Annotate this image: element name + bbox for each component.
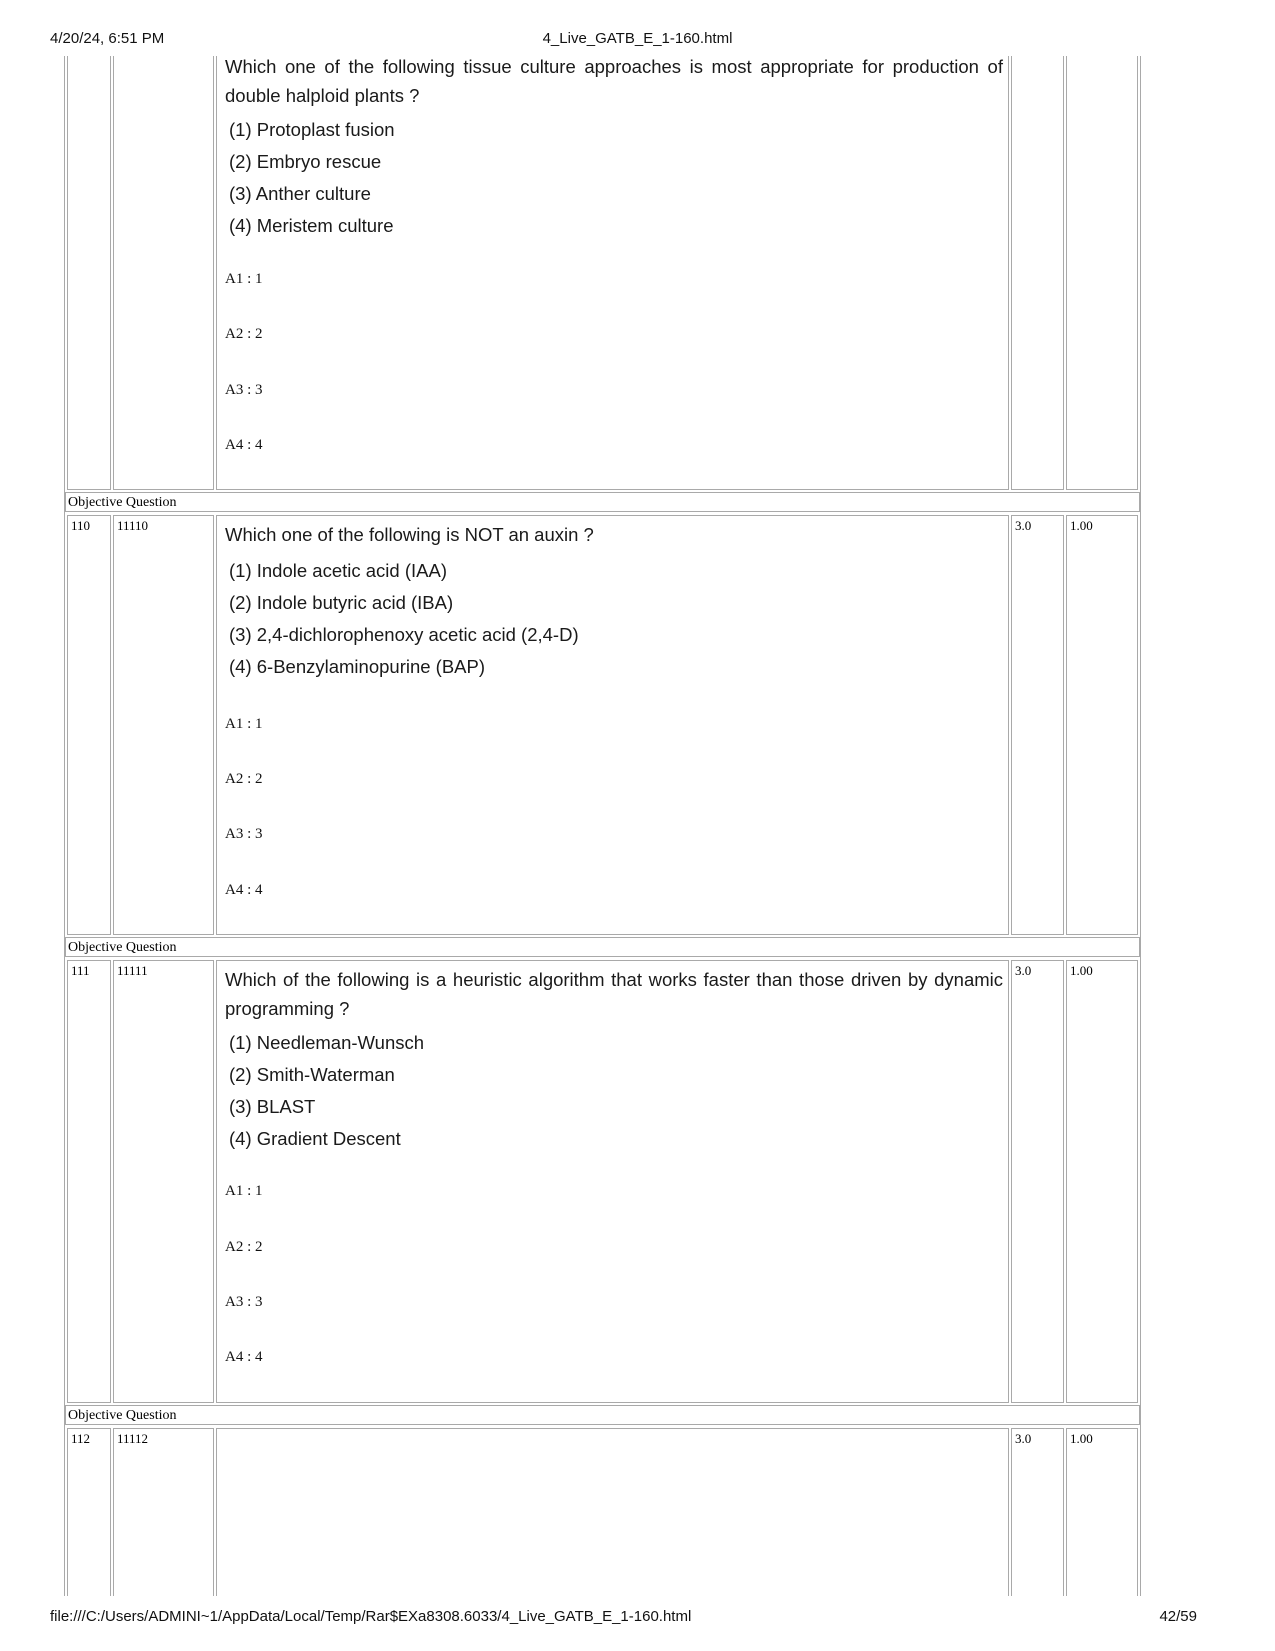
question-text: Which of the following is a heuristic algorithm that works faster than those driven by dynamic programming ?	[225, 969, 1003, 1019]
negative-marks-cell	[1066, 56, 1138, 490]
table-right-border	[1140, 56, 1141, 1596]
question-number-cell	[67, 56, 111, 490]
question-type-label: Objective Question	[65, 492, 1140, 512]
answer-3: A3 : 3	[225, 1294, 263, 1310]
option-1: (1) Indole acetic acid (IAA)	[229, 560, 447, 581]
negative-marks-cell: 1.00	[1066, 515, 1138, 935]
print-datetime: 4/20/24, 6:51 PM	[50, 30, 165, 47]
question-type-label: Objective Question	[65, 937, 1140, 957]
question-body-cell	[216, 1428, 1009, 1596]
option-4: (4) Meristem culture	[229, 215, 394, 236]
print-file-path: file:///C:/Users/ADMINI~1/AppData/Local/Temp/Rar$EXa8308.6033/4_Live_GATB_E_1-160.html	[50, 1608, 692, 1625]
question-id-cell	[113, 56, 214, 490]
answer-2: A2 : 2	[225, 1239, 263, 1255]
question-body-cell	[216, 960, 1009, 1403]
question-body-cell	[216, 56, 1009, 490]
marks-cell: 3.0	[1011, 1428, 1064, 1596]
negative-marks-cell: 1.00	[1066, 960, 1138, 1403]
question-number-cell: 112	[67, 1428, 111, 1596]
question-number-cell: 111	[67, 960, 111, 1403]
option-2: (2) Smith-Waterman	[229, 1064, 395, 1085]
question-body-cell	[216, 515, 1009, 935]
option-4: (4) 6-Benzylaminopurine (BAP)	[229, 656, 486, 677]
marks-cell	[1011, 56, 1064, 490]
option-4: (4) Gradient Descent	[229, 1128, 401, 1149]
option-1: (1) Needleman-Wunsch	[229, 1032, 425, 1053]
question-text: Which one of the following is NOT an auxin ?	[225, 524, 594, 545]
print-title: 4_Live_GATB_E_1-160.html	[542, 30, 733, 47]
question-id-cell: 11110	[113, 515, 214, 935]
answer-1: A1 : 1	[225, 1183, 263, 1199]
negative-marks-cell: 1.00	[1066, 1428, 1138, 1596]
option-2: (2) Embryo rescue	[229, 151, 382, 172]
question-id-cell: 11112	[113, 1428, 214, 1596]
question-type-label: Objective Question	[65, 1405, 1140, 1425]
answer-4: A4 : 4	[225, 882, 263, 898]
option-3: (3) Anther culture	[229, 183, 371, 204]
question-text: Which one of the following tissue culture approaches is most appropriate for production of double halploid plants ?	[225, 56, 1003, 106]
answer-1: A1 : 1	[225, 716, 263, 732]
option-2: (2) Indole butyric acid (IBA)	[229, 592, 454, 613]
option-1: (1) Protoplast fusion	[229, 119, 395, 140]
answer-2: A2 : 2	[225, 326, 263, 342]
answer-2: A2 : 2	[225, 771, 263, 787]
answer-1: A1 : 1	[225, 271, 263, 287]
answer-4: A4 : 4	[225, 1349, 263, 1365]
question-id-cell: 11111	[113, 960, 214, 1403]
answer-3: A3 : 3	[225, 382, 263, 398]
answer-4: A4 : 4	[225, 437, 263, 453]
table-left-border	[64, 56, 65, 1596]
question-number-cell: 110	[67, 515, 111, 935]
option-3: (3) BLAST	[229, 1096, 316, 1117]
print-page-number: 42/59	[1159, 1608, 1197, 1625]
marks-cell: 3.0	[1011, 960, 1064, 1403]
marks-cell: 3.0	[1011, 515, 1064, 935]
answer-3: A3 : 3	[225, 826, 263, 842]
option-3: (3) 2,4-dichlorophenoxy acetic acid (2,4-D)	[229, 624, 579, 645]
